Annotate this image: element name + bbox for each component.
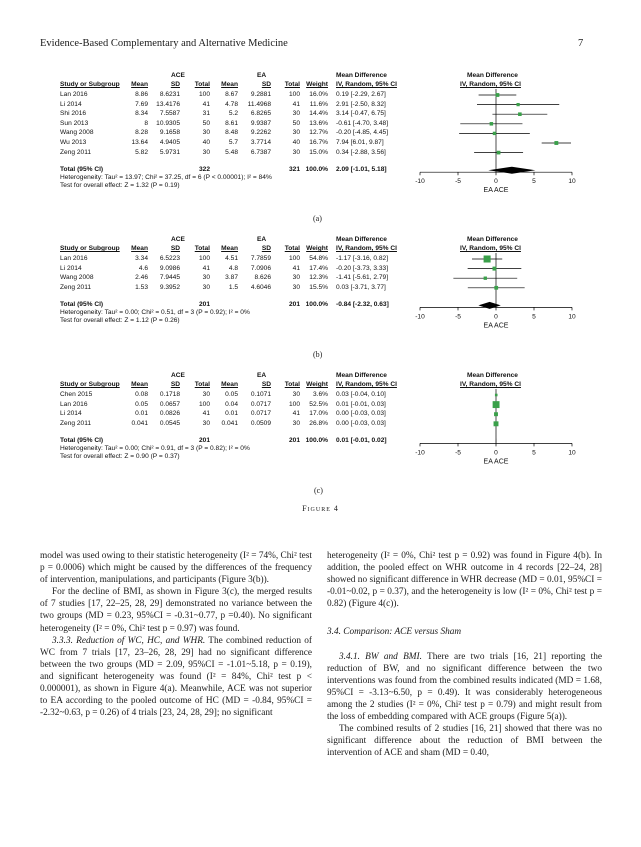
overall-effect-test: Test for overall effect: Z = 1.32 (P = 0.19) [60,182,180,190]
group-label-ace: ACE [171,372,185,379]
panel-label-c: (c) [314,486,323,495]
md-ci-value: -0.61 [-4.70, 3.48] [336,119,389,127]
ea-sd: 4.6046 [250,283,271,291]
col-header-total: Total [194,81,210,88]
section-heading: 3.4. Comparison: ACE versus Sham [327,627,462,638]
effect-square [490,122,494,126]
pooled-md-ci: 2.09 [-1.01, 5.18] [336,166,387,174]
ea-sd: 0.1071 [250,391,271,398]
plot-column-title: Mean Difference [467,72,518,79]
weight-value: 15.5% [309,283,328,291]
col-header-sd: SD [170,81,180,88]
forest-plot-b [60,236,600,346]
col-header-sd: SD [261,81,271,88]
tick-label: 10 [568,178,576,186]
ace-mean: 13.64 [131,139,148,146]
md-ci-value: -1.41 [-5.61, 2.79] [336,274,389,282]
md-ci-value: 0.03 [-3.71, 3.77] [336,283,386,291]
ace-total: 40 [202,139,210,146]
ea-sd: 8.626 [254,274,271,282]
favours-label: EA ACE [483,187,509,195]
ea-mean: 0.041 [221,419,238,427]
study-name: Lan 2016 [60,91,88,98]
ea-sd: 6.7387 [250,148,271,156]
ace-total: 30 [202,419,210,427]
ace-mean: 0.05 [135,400,148,408]
study-name: Li 2014 [60,100,82,108]
md-ci-value: 0.19 [-2.29, 2.67] [336,91,386,98]
plot-column-title: Mean Difference [467,372,518,379]
tick-label: -5 [455,449,461,457]
ace-mean: 0.01 [135,410,148,418]
weight-value: 12.3% [309,274,328,282]
heterogeneity-stat: Heterogeneity: Tau² = 13.97; Chi² = 37.25, df = 6 (P < 0.00001); I² = 84% [60,174,272,182]
ace-total: 30 [202,274,210,282]
tick-label: -5 [455,178,461,186]
ace-mean: 7.69 [135,100,148,108]
col-header-total: Total [194,245,210,252]
favours-label: EA ACE [483,322,509,330]
ea-total: 41 [292,100,300,108]
ace-total: 100 [198,91,210,98]
paragraph [327,651,602,724]
ea-sd: 0.0509 [250,419,271,427]
col-header-mean: Mean [131,245,148,252]
study-name: Chen 2015 [60,391,93,398]
plot-column-title: Mean Difference [467,236,518,243]
col-header-mean: Mean [131,81,148,88]
effect-square [518,112,522,116]
journal-title: Evidence-Based Complementary and Alternative Medicine [40,38,288,49]
ace-mean: 8.86 [135,91,148,98]
md-ci-value: 7.94 [6.01, 9.87] [336,139,384,146]
group-label-ea: EA [257,72,267,79]
ea-sd: 7.0906 [250,264,271,272]
md-ci-value: 0.00 [-0.03, 0.03] [336,410,386,418]
ace-total-sum: 322 [198,166,210,174]
ea-mean: 8.48 [225,129,238,137]
figure-caption: Figure 4 [302,504,339,513]
weight-value: 15.0% [309,148,328,156]
ace-sd: 0.0657 [159,400,180,408]
ea-sd: 6.8265 [250,110,271,118]
md-ci-value: -0.20 [-3.73, 3.33] [336,264,389,272]
ace-sd: 4.9405 [159,139,180,146]
ea-total: 30 [292,391,300,398]
favours-label: EA ACE [483,458,509,466]
ace-mean: 2.46 [135,274,148,282]
ace-mean: 0.041 [131,419,148,427]
col-header-mean: Mean [221,381,238,388]
md-ci-value: -0.20 [-4.85, 4.45] [336,129,389,137]
overall-effect-test: Test for overall effect: Z = 0.90 (P = 0.37) [60,453,180,461]
ea-total: 41 [292,410,300,418]
heterogeneity-stat: Heterogeneity: Tau² = 0.00; Chi² = 0.91, df = 3 (P = 0.82); I² = 0% [60,445,250,453]
study-name: Sun 2013 [60,119,89,127]
total-label: Total (95% CI) [60,301,104,309]
ace-mean: 5.82 [135,148,148,156]
ace-total: 30 [202,391,210,398]
ea-total: 100 [288,255,300,262]
pooled-md-ci: -0.84 [-2.32, 0.63] [336,301,389,309]
ea-sd: 9.2881 [250,91,271,98]
md-column-title: Mean Difference [336,372,387,379]
ace-mean: 8 [144,119,148,127]
md-ci-value: 2.91 [-2.50, 8.32] [336,100,386,108]
study-name: Wu 2013 [60,139,87,146]
ea-mean: 0.05 [225,391,238,398]
ea-total: 40 [292,139,300,146]
weight-value: 16.0% [309,91,328,98]
ace-total: 100 [198,400,210,408]
tick-label: -10 [415,178,425,186]
weight-value: 17.0% [309,410,328,418]
study-name: Shi 2016 [60,110,87,118]
ace-total: 41 [202,410,210,418]
group-label-ea: EA [257,372,267,379]
ace-total: 30 [202,148,210,156]
col-header-sd: SD [170,381,180,388]
ea-sd: 7.7859 [250,255,271,262]
ace-sd: 0.1718 [159,391,180,398]
plot-header-ci: IV, Random, 95% CI [460,81,521,88]
weight-total: 100.0% [305,437,328,445]
ace-sd: 9.1658 [159,129,180,137]
col-header-ci: IV, Random, 95% CI [336,81,397,88]
forest-plot-c [60,372,600,482]
col-header-study: Study or Subgroup [60,81,120,88]
study-name: Wang 2008 [60,274,94,282]
ace-sd: 7.9445 [159,274,180,282]
ea-mean: 4.78 [225,100,238,108]
ace-sd: 5.9731 [159,148,180,156]
heterogeneity-stat: Heterogeneity: Tau² = 0.00; Chi² = 0.51, df = 3 (P = 0.92); I² = 0% [60,309,250,317]
ea-mean: 4.8 [228,264,238,272]
ea-total: 30 [292,274,300,282]
ea-total-sum: 201 [288,437,300,445]
ea-total: 30 [292,148,300,156]
effect-square [516,103,519,106]
effect-square [496,93,500,97]
ace-mean: 3.34 [135,255,148,262]
ea-sd: 0.0717 [250,400,271,408]
ea-mean: 8.61 [225,119,238,127]
effect-square [493,132,496,135]
ace-sd: 0.0826 [159,410,180,418]
ace-total: 50 [202,119,210,127]
ea-mean: 0.04 [225,400,238,408]
ea-sd: 9.9387 [250,119,271,127]
plot-header-ci: IV, Random, 95% CI [460,245,521,252]
paragraph: For the decline of BMI, as shown in Figure 3(c), the merged results of 7 studies [17, 22–25, 28, 29] demonstrated no variance between the two groups (MD = 0.23, 95%CI = -0.31~0.77, p =0.40). No significant heterogeneity (I² = 0%, Chi² test p = 0.97) was found. [40,587,312,634]
effect-square [554,141,558,145]
subsection-heading: 3.3.3. Reduction of WC, HC, and WHR. [52,635,206,646]
ea-mean: 4.51 [225,255,238,262]
weight-total: 100.0% [305,166,328,174]
ace-sd: 9.3952 [159,283,180,291]
effect-square [494,412,498,416]
total-label: Total (95% CI) [60,166,104,174]
ea-mean: 3.87 [225,274,238,282]
ace-sd: 13.4176 [156,100,180,108]
effect-square [484,255,491,262]
tick-label: 5 [532,449,536,457]
ea-total: 30 [292,129,300,137]
ea-total: 30 [292,283,300,291]
ea-sd: 3.7714 [250,139,271,146]
ea-mean: 5.48 [225,148,238,156]
group-label-ea: EA [257,236,267,243]
ea-total: 30 [292,419,300,427]
ace-total: 31 [202,110,210,118]
col-header-weight: Weight [306,81,328,88]
tick-label: 0 [494,313,498,321]
col-header-ci: IV, Random, 95% CI [336,381,397,388]
col-header-study: Study or Subgroup [60,381,120,388]
ace-sd: 7.5587 [159,110,180,118]
ace-sd: 9.0986 [159,264,180,272]
pooled-md-ci: 0.01 [-0.01, 0.02] [336,437,387,445]
tick-label: -10 [415,313,425,321]
md-ci-value: 3.14 [-0.47, 6.75] [336,110,386,118]
weight-value: 12.7% [309,129,328,137]
weight-value: 54.8% [309,255,328,262]
weight-value: 17.4% [309,264,328,272]
ace-total-sum: 201 [198,301,210,309]
tick-label: 5 [532,313,536,321]
weight-value: 26.8% [309,419,328,427]
plot-header-ci: IV, Random, 95% CI [460,381,521,388]
ea-total: 100 [288,400,300,408]
col-header-study: Study or Subgroup [60,245,120,252]
col-header-total: Total [284,81,300,88]
ea-mean: 1.5 [228,283,238,291]
ace-sd: 6.5223 [159,255,180,262]
ea-total-sum: 201 [288,301,300,309]
panel-label-b: (b) [313,350,323,359]
ace-sd: 10.9305 [156,119,180,127]
md-ci-value: 0.34 [-2.88, 3.56] [336,148,386,156]
ea-total: 50 [292,119,300,127]
col-header-mean: Mean [221,81,238,88]
study-name: Zeng 2011 [60,283,92,291]
pooled-diamond [488,167,535,174]
ace-total: 41 [202,100,210,108]
ea-mean: 8.67 [225,91,238,98]
ace-mean: 0.08 [135,391,148,398]
ace-total: 100 [198,255,210,262]
group-label-ace: ACE [171,236,185,243]
col-header-total: Total [194,381,210,388]
study-name: Li 2014 [60,264,82,272]
study-name: Zeng 2011 [60,419,92,427]
subsection-heading: 3.4.1. BW and BMI. [339,651,422,662]
ea-sd: 9.2262 [250,129,271,137]
study-name: Lan 2016 [60,255,88,262]
ace-mean: 4.6 [138,264,148,272]
forest-graphic [60,236,600,355]
ea-sd: 0.0717 [250,410,271,418]
study-name: Li 2014 [60,410,82,418]
col-header-sd: SD [261,381,271,388]
ea-total: 30 [292,110,300,118]
tick-label: 0 [494,178,498,186]
tick-label: 10 [568,313,576,321]
page-number: 7 [578,38,584,49]
col-header-mean: Mean [131,381,148,388]
ea-sd: 11.4968 [247,100,271,108]
study-name: Wang 2008 [60,129,94,137]
ea-mean: 5.7 [228,139,238,146]
tick-label: -5 [455,313,461,321]
paragraph-text: There are two trials [16, 21] reporting the reduction of BW, and no significant difference between the two interventions was found from the combined results indicated (MD = 1.68, 95%CI = -3.13~6.50, p = 0.49). It was considerably heterogeneous among the 2 studies (I² = 0%, Chi² test p = 0.79) and might result from the loss of embedding compared with ACE groups (Figure 5(a)). [327,651,603,723]
study-name: Zeng 2011 [60,148,92,156]
panel-label-a: (a) [313,214,322,223]
pooled-diamond [478,302,500,309]
col-header-total: Total [284,245,300,252]
ea-mean: 5.2 [228,110,238,118]
weight-value: 14.4% [309,110,328,118]
effect-square [495,394,498,397]
ea-mean: 0.01 [225,410,238,418]
col-header-sd: SD [170,245,180,252]
weight-total: 100.0% [305,301,328,309]
weight-value: 16.7% [309,139,328,146]
weight-value: 52.5% [309,400,328,408]
ea-total: 100 [288,91,300,98]
tick-label: 5 [532,178,536,186]
ace-mean: 8.28 [135,129,148,137]
tick-label: 10 [568,449,576,457]
ace-total-sum: 201 [198,437,210,445]
weight-value: 13.6% [309,119,328,127]
body-column-left [40,550,312,719]
ace-total: 30 [202,129,210,137]
tick-label: -10 [415,449,425,457]
md-ci-value: -1.17 [-3.16, 0.82] [336,255,389,262]
study-name: Lan 2016 [60,400,88,408]
effect-square [493,401,500,408]
ea-total: 41 [292,264,300,272]
md-ci-value: 0.01 [-0.01, 0.03] [336,400,386,408]
paragraph-text: The combined reduction of WC from 7 trials [17, 23–26, 28, 29] had no significant difference between the two groups (MD = 2.09, 95%CI = -1.01~5.18, p = 0.19), and significant heterogeneity was found (I² = 84%, Chi² test p < 0.000001), as shown in Figure 4(a). Meanwhile, ACE was not superior to EA according to the pooled outcome of HC (MD = -0.84, 95%CI = -2.32~0.63, p = 0.26) of 4 trials [23, 24, 28, 29]; no significant [40,635,312,719]
ace-sd: 0.0545 [159,419,180,427]
col-header-ci: IV, Random, 95% CI [336,245,397,252]
paragraph: heterogeneity (I² = 0%, Chi² test p = 0.92) was found in Figure 4(b). In addition, the pooled effect on WHR outcome in 4 records [22–24, 28] showed no significant difference in WHR decrease (MD = 0.01, 95%CI = -0.01~0.02, p = 0.37), and the heterogeneity is low (I² = 0%, Chi² test p = 0.82) (Figure 4(c)). [327,551,602,610]
ace-mean: 1.53 [135,283,148,291]
paragraph [40,635,312,720]
effect-square [492,267,496,271]
effect-square [484,277,487,280]
paragraph: The combined results of 2 studies [16, 21] showed that there was no significant difference about the reduction of BMI between the intervention of ACE and sham (MD = 0.40, [327,724,602,759]
ace-sd: 8.6231 [159,91,180,98]
body-column-right [327,550,602,759]
effect-square [497,151,501,155]
ace-mean: 8.34 [135,110,148,118]
weight-value: 11.6% [309,100,328,108]
col-header-mean: Mean [221,245,238,252]
overall-effect-test: Test for overall effect: Z = 1.12 (P = 0.26) [60,317,180,325]
ace-total: 41 [202,264,210,272]
col-header-sd: SD [261,245,271,252]
paragraph: model was used owing to their statistic heterogeneity (I² = 74%, Chi² test p = 0.0006) which might be caused by the differences of the frequency of intervention, manipulations, and participants (Figure 3(b)). [40,551,312,586]
total-label: Total (95% CI) [60,437,104,445]
forest-plot-a [60,72,600,204]
ace-total: 30 [202,283,210,291]
effect-square [494,421,499,426]
col-header-total: Total [284,381,300,388]
ea-total-sum: 321 [288,166,300,174]
md-column-title: Mean Difference [336,236,387,243]
md-ci-value: 0.00 [-0.03, 0.03] [336,419,386,427]
tick-label: 0 [494,449,498,457]
forest-graphic [60,372,600,491]
col-header-weight: Weight [306,245,328,252]
weight-value: 3.6% [312,391,328,398]
md-ci-value: 0.03 [-0.04, 0.10] [336,391,386,398]
col-header-weight: Weight [306,381,328,388]
md-column-title: Mean Difference [336,72,387,79]
group-label-ace: ACE [171,72,185,79]
effect-square [494,286,498,290]
